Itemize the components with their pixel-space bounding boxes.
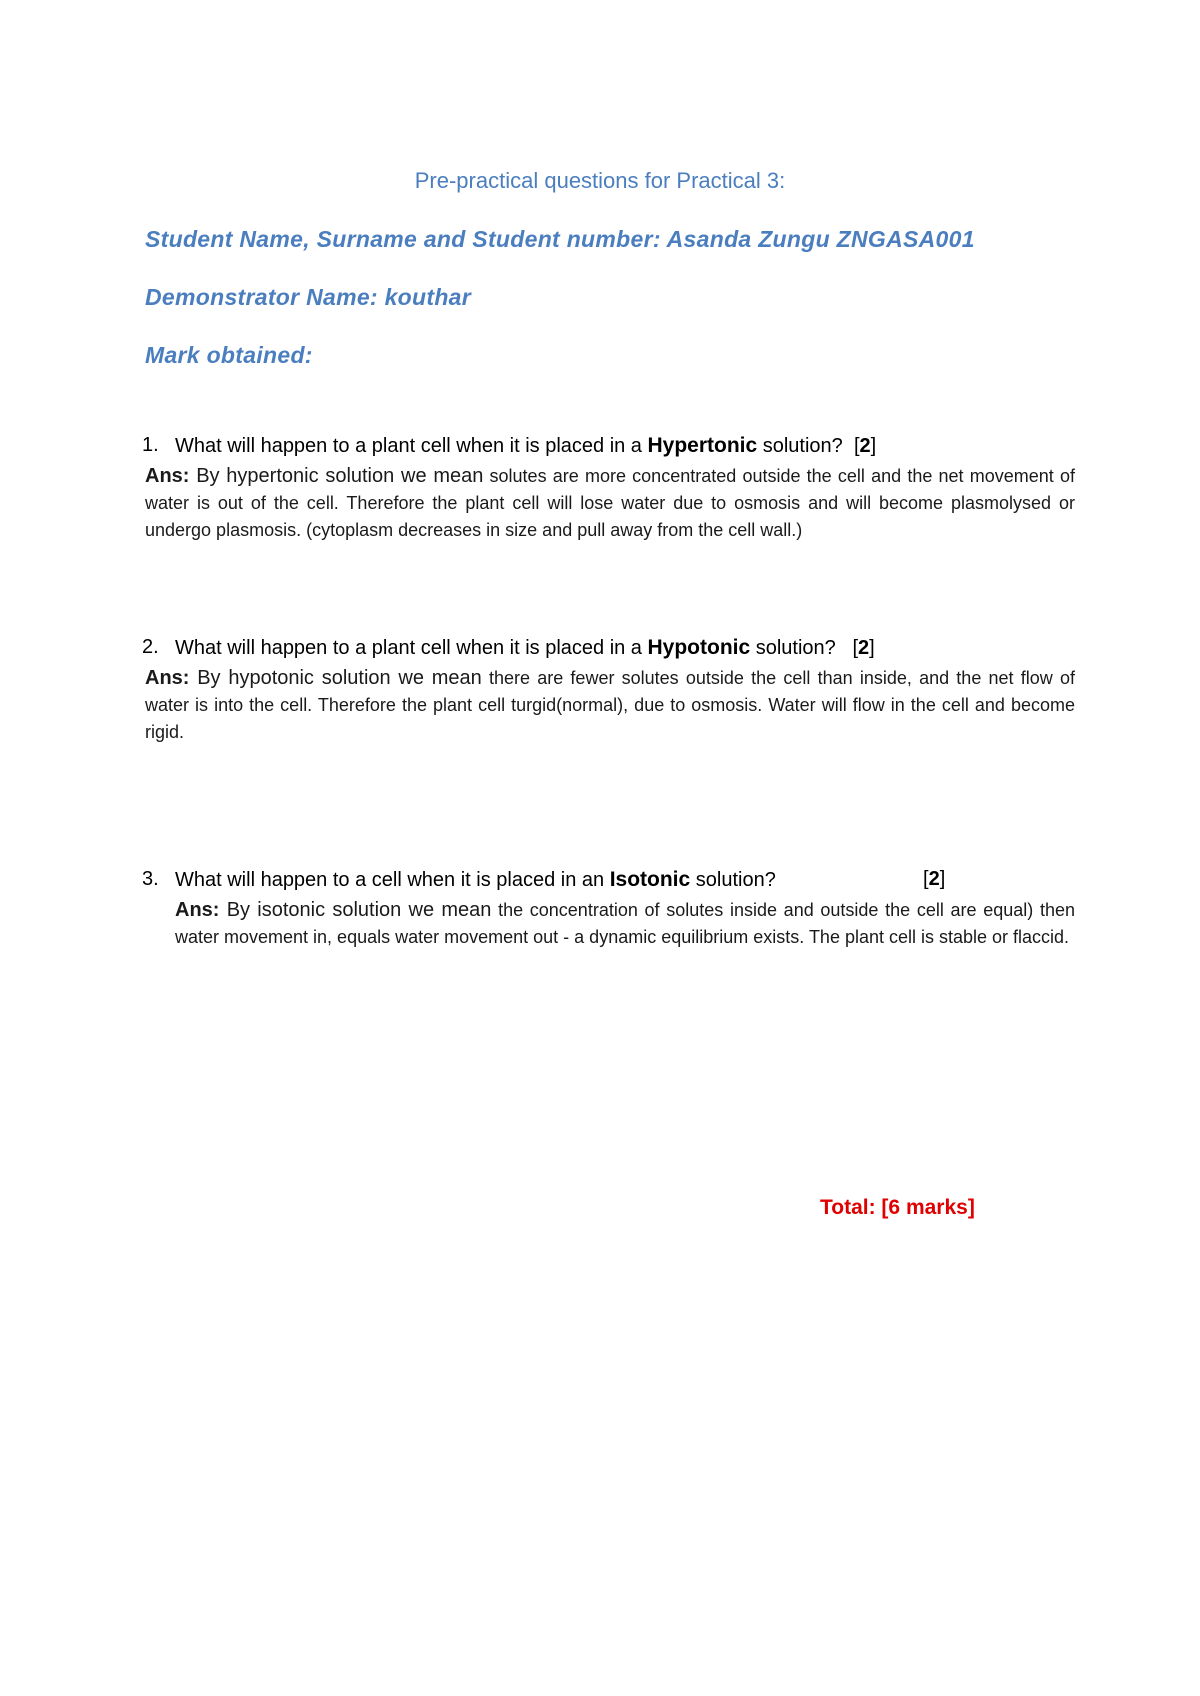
question-3 <box>142 868 1042 896</box>
question-1 <box>142 434 1042 462</box>
question-number: 1. <box>142 434 159 456</box>
answer-label: Ans: <box>145 465 190 487</box>
question-text <box>175 434 876 458</box>
answer-label: Ans: <box>145 667 190 689</box>
answer-1 <box>145 463 1075 544</box>
question-text <box>175 636 875 660</box>
question-keyword: Hypertonic <box>647 434 758 457</box>
question-marks <box>854 435 876 457</box>
marks-value: 2 <box>858 637 870 659</box>
answer-body: the concentration of solutes inside and outside the cell are equal) then water movement in, equals water movement out - a dynamic equilibrium exists. The plant cell is stable or flaccid. <box>175 900 1076 947</box>
marks-open: [ <box>923 868 929 890</box>
question-suffix: solution? <box>750 637 836 659</box>
question-keyword: Isotonic <box>609 868 691 891</box>
question-number: 2. <box>142 636 159 658</box>
question-keyword: Hypotonic <box>647 636 751 659</box>
marks-close: ] <box>939 868 946 890</box>
answer-lead: By isotonic solution we mean <box>219 899 492 921</box>
answer-3 <box>175 897 1075 951</box>
answer-body: solutes are more concentrated outside the cell and the net movement of water is out of the cell. Therefore the plant cell will lose water due to osmosis and will become plasmolysed or undergo plasmosis. (cytoplasm decreases in size and pull away from the cell wall.) <box>145 466 1075 540</box>
question-2 <box>142 636 1042 664</box>
answer-label: Ans: <box>175 899 220 921</box>
marks-value: 2 <box>928 868 940 890</box>
question-prefix: What will happen to a cell when it is placed in an <box>175 869 610 891</box>
answer-2 <box>145 665 1075 746</box>
demonstrator-line: Demonstrator Name: kouthar <box>145 284 472 310</box>
question-marks <box>923 868 945 891</box>
marks-open: [ <box>852 637 859 659</box>
answer-body: there are fewer solutes outside the cell than inside, and the net flow of water is into the cell. Therefore the plant cell turgid(normal), due to osmosis. Water will flow in the cell and become rigid. <box>145 668 1075 742</box>
question-prefix: What will happen to a plant cell when it is placed in a <box>175 435 648 457</box>
student-info-line: Student Name, Surname and Student number: Asanda Zungu ZNGASA001 <box>145 226 975 252</box>
marks-value: 2 <box>859 435 871 457</box>
question-marks <box>852 637 874 659</box>
answer-lead: By hypertonic solution we mean <box>189 465 484 487</box>
question-suffix: solution? <box>690 869 776 891</box>
question-text <box>175 868 776 892</box>
question-suffix: solution? <box>757 435 843 457</box>
marks-open: [ <box>853 435 860 457</box>
question-prefix: What will happen to a plant cell when it is placed in a <box>175 637 648 659</box>
document-title: Pre-practical questions for Practical 3: <box>414 168 786 193</box>
question-number: 3. <box>142 868 159 890</box>
mark-obtained-line: Mark obtained: <box>145 342 313 368</box>
marks-close: ] <box>869 637 875 659</box>
total-marks: Total: [6 marks] <box>820 1196 975 1219</box>
marks-close: ] <box>870 435 877 457</box>
answer-lead: By hypotonic solution we mean <box>189 667 482 689</box>
